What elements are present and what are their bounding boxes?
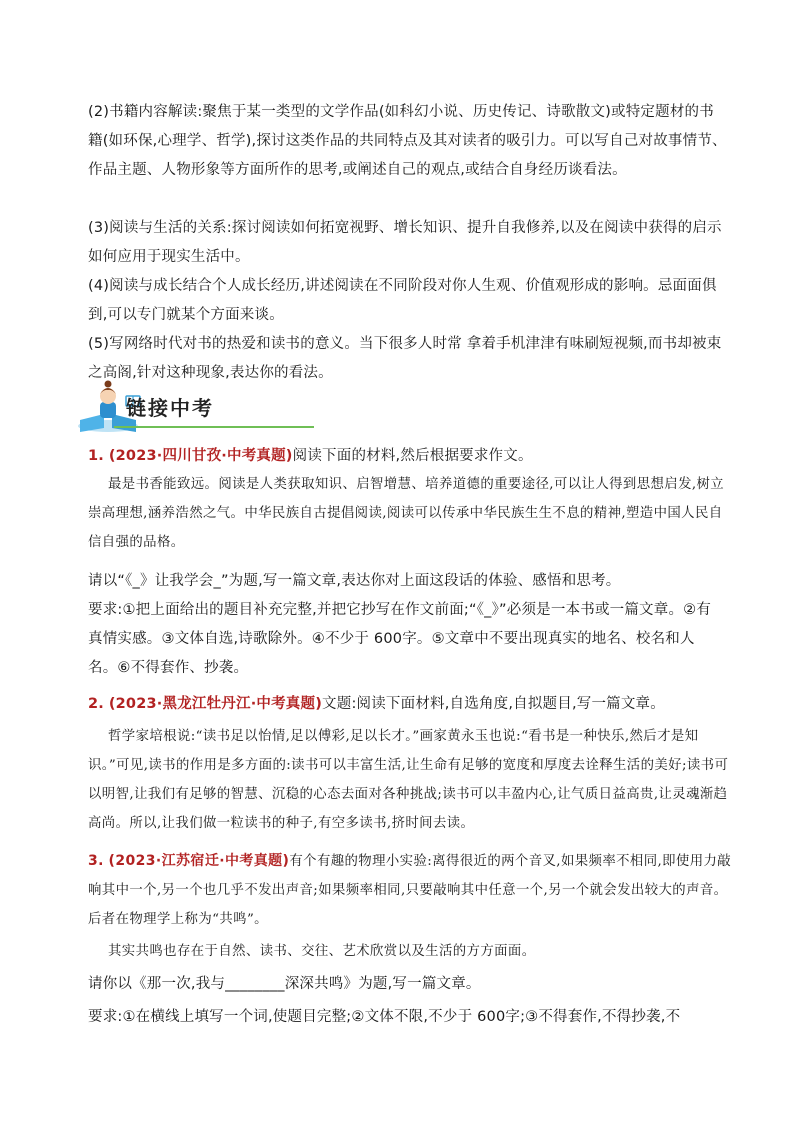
question-2-source: (2023·黑龙江牡丹江·中考真题) bbox=[108, 696, 323, 712]
question-1-prompt: 请以“《_》让我学会_”为题,写一篇文章,表达你对上面这段话的体验、感悟和思考。 bbox=[88, 573, 621, 589]
question-1-requirements: 要求:①把上面给出的题目补充完整,并把它抄写在作文前面;“《_》”必须是一本书或一篇文章。②有真情实感。③文体自选,诗歌除外。④不少于 600字。⑤文章中不要出现真实的地名、校名和人名。⑥不得套作、抄袭。 bbox=[88, 602, 712, 676]
question-1-material: 最是书香能致远。阅读是人类获取知识、启智增慧、培养道德的重要途径,可以让人得到思想启发,树立崇高理想,涵养浩然之气。中华民族自古提倡阅读,阅读可以传承中华民族生生不息的精神,塑造中国人民自信自强的品格。 bbox=[88, 477, 725, 550]
section-banner-underline bbox=[114, 426, 314, 428]
question-1-number: 1. bbox=[88, 448, 104, 464]
question-2-heading bbox=[88, 690, 738, 719]
intro-point-4: (4)阅读与成长结合个人成长经历,讲述阅读在不同阶段对你人生观、价值观形成的影响。忌面面俱到,可以专门就某个方面来谈。 bbox=[88, 278, 717, 323]
question-3-requirements: 要求:①在横线上填写一个词,使题目完整;②文体不限,不少于 600字;③不得套作,不得抄袭,不 bbox=[88, 1009, 681, 1025]
question-2-lead: 文题:阅读下面材料,自选角度,自拟题目,写一篇文章。 bbox=[322, 696, 665, 712]
question-3-material: 其实共鸣也存在于自然、读书、交往、艺术欣赏以及生活的方方面面。 bbox=[108, 944, 536, 959]
question-3-heading bbox=[88, 847, 736, 934]
question-1-lead: 阅读下面的材料,然后根据要求作文。 bbox=[292, 448, 533, 464]
question-3-source: (2023·江苏宿迁·中考真题) bbox=[108, 853, 290, 869]
question-1-heading bbox=[88, 442, 738, 471]
intro-point-5: (5)写网络时代对书的热爱和读书的意义。当下很多人时常 拿着手机津津有味刷短视频,而书却被束之高阁,针对这种现象,表达你的看法。 bbox=[88, 336, 722, 381]
question-2-material: 哲学家培根说:“读书足以怡情,足以傅彩,足以长才。”画家黄永玉也说:“看书是一种快乐,然后才是知识。”可见,读书的作用是多方面的:读书可以丰富生活,让生命有足够的宽度和厚度去诠释生活的美好;读书可以明智,让我们有足够的智慧、沉稳的心态去面对各种挑战;读书可以丰盈内心,让气质日益高贵,让灵魂渐趋高尚。所以,让我们做一粒读书的种子,有空多读书,挤时间去读。 bbox=[88, 729, 729, 831]
section-banner-title: 链接中考 bbox=[126, 396, 214, 420]
section-banner bbox=[74, 380, 334, 436]
intro-point-3: (3)阅读与生活的关系:探讨阅读如何拓宽视野、增长知识、提升自我修养,以及在阅读中获得的启示如何应用于现实生活中。 bbox=[88, 220, 722, 265]
question-3-lead: 有个有趣的物理小实验:离得很近的两个音叉,如果频率不相同,即使用力敲响其中一个,另一个也几乎不发出声音;如果频率相同,只要敲响其中任意一个,另一个就会发出较大的声音。后者在物理学上称为“共鸣”。 bbox=[88, 854, 732, 927]
question-3-number: 3. bbox=[88, 853, 104, 869]
question-2-number: 2. bbox=[88, 696, 104, 712]
intro-point-2: (2)书籍内容解读:聚焦于某一类型的文学作品(如科幻小说、历史传记、诗歌散文)或特定题材的书籍(如环保,心理学、哲学),探讨这类作品的共同特点及其对读者的吸引力。可以写自己对故事情节、作品主题、人物形象等方面所作的思考,或阐述自己的观点,或结合自身经历谈看法。 bbox=[88, 104, 727, 178]
question-3-prompt: 请你以《那一次,我与________深深共鸣》为题,写一篇文章。 bbox=[88, 976, 481, 992]
question-1-source: (2023·四川甘孜·中考真题) bbox=[108, 448, 293, 464]
